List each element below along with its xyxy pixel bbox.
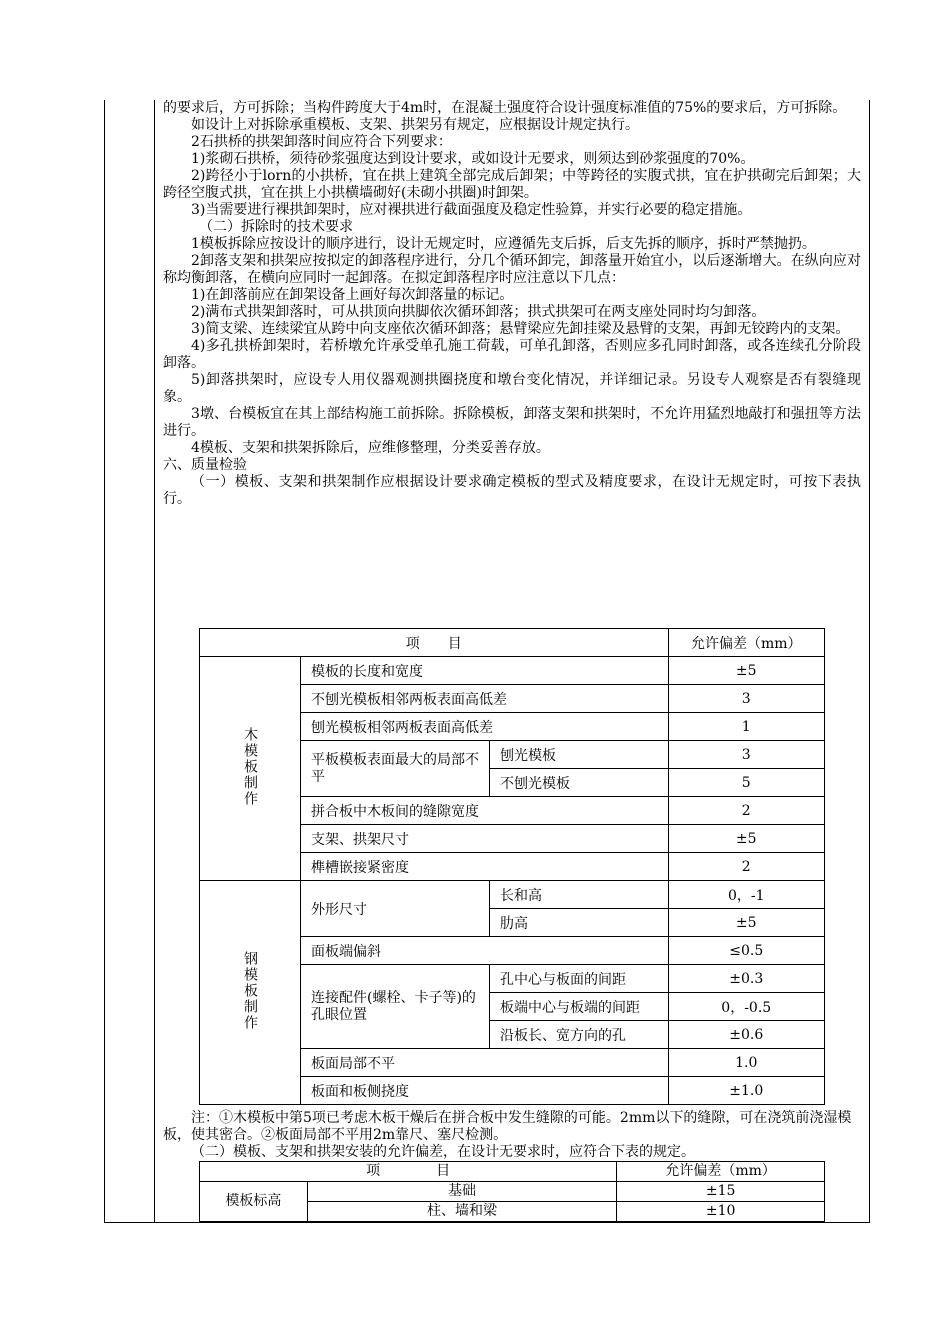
header-item: 项 目 xyxy=(200,1162,617,1182)
sub-item-cell: 长和高 xyxy=(489,881,668,909)
group-steel: 钢模板制作 xyxy=(200,881,301,1105)
tolerance-cell: 5 xyxy=(668,769,825,797)
tolerance-cell: ±5 xyxy=(668,657,825,685)
paragraph: 2卸落支架和拱架应按拟定的卸落程序进行，分几个循环卸完，卸落量开始宜小，以后逐渐增大。在纵向应对称均衡卸落，在横向应同时一起卸落。在拟定卸落程序时应注意以下几点： xyxy=(163,253,861,286)
subheading: （二）拆除时的技术要求 xyxy=(199,219,353,235)
tolerance-cell: ≤0.5 xyxy=(668,937,825,965)
sub-item-cell: 孔中心与板面的间距 xyxy=(489,965,668,993)
paragraph: 3)当需要进行裸拱卸架时，应对裸拱进行截面强度及稳定性验算，并实行必要的稳定措施。 xyxy=(191,202,752,218)
body-text xyxy=(163,100,861,508)
tolerance-cell: 3 xyxy=(668,741,825,769)
sub-item-cell: 不刨光模板 xyxy=(489,769,668,797)
item-cell: 板面和板侧挠度 xyxy=(301,1077,669,1105)
tolerance-cell: 2 xyxy=(668,797,825,825)
header-tolerance: 允许偏差（mm） xyxy=(668,629,825,657)
paragraph: 2)跨径小于lorn的小拱桥，宜在拱上建筑全部完成后卸架；中等跨径的实腹式拱，宜在护拱砌完后卸架；大跨径空腹式拱，宜在拱上小拱横墙砌好(未砌小拱圈)时卸架。 xyxy=(163,168,861,201)
group-wood: 木模板制作 xyxy=(200,657,301,881)
header-tolerance: 允许偏差（mm） xyxy=(617,1162,825,1182)
tolerance-cell: ±10 xyxy=(617,1202,825,1222)
notes xyxy=(163,1110,861,1161)
item-cell: 刨光模板相邻两板表面高低差 xyxy=(301,713,669,741)
tolerance-cell: ±0.6 xyxy=(668,1021,825,1049)
item-cell: 模板的长度和宽度 xyxy=(301,657,669,685)
tolerance-cell: ±5 xyxy=(668,909,825,937)
paragraph: 5)卸落拱架时，应设专人用仪器观测拱圈挠度和墩台变化情况，并详细记录。另设专人观察是否有裂缝现象。 xyxy=(163,372,861,405)
paragraph: 2石拱桥的拱架卸落时间应符合下列要求： xyxy=(191,134,452,150)
paragraph: 的要求后，方可拆除；当构件跨度大于4m时，在混凝土强度符合设计强度标准值的75%的要求后，方可拆除。 xyxy=(163,100,847,116)
paragraph: （一）模板、支架和拱架制作应根据设计要求确定模板的型式及精度要求，在设计无规定时，可按下表执行。 xyxy=(163,474,861,507)
section-heading: 六、质量检验 xyxy=(163,457,247,473)
item-cell: 外形尺寸 xyxy=(301,881,490,937)
tolerance-cell: ±5 xyxy=(668,825,825,853)
paragraph: 如设计上对拆除承重模板、支架、拱架另有规定，应根据设计规定执行。 xyxy=(191,117,639,133)
paragraph: 1)在卸落前应在卸架设备上画好每次卸落量的标记。 xyxy=(191,287,514,303)
tolerance-cell: ±15 xyxy=(617,1182,825,1202)
paragraph: 4模板、支架和拱架拆除后，应维修整理，分类妥善存放。 xyxy=(191,440,550,456)
item-cell: 支架、拱架尺寸 xyxy=(301,825,669,853)
item-cell: 不刨光模板相邻两板表面高低差 xyxy=(301,685,669,713)
fabrication-tolerance-table xyxy=(199,628,825,1105)
item-cell: 板面局部不平 xyxy=(301,1049,669,1077)
item-cell: 连接配件(螺栓、卡子等)的孔眼位置 xyxy=(301,965,490,1049)
paragraph: 2)满布式拱架卸落时，可从拱顶向拱脚依次循环卸落；拱式拱架可在两支座处同时均匀卸落。 xyxy=(191,304,766,320)
sub-item-cell: 肋高 xyxy=(489,909,668,937)
paragraph: 4)多孔拱桥卸架时，若桥墩允许承受单孔施工荷载，可单孔卸落，否则应多孔同时卸落，或各连续孔分阶段卸落。 xyxy=(163,338,861,371)
sub-item-cell: 板端中心与板端的间距 xyxy=(489,993,668,1021)
tolerance-cell: 2 xyxy=(668,853,825,881)
tolerance-cell: 1 xyxy=(668,713,825,741)
paragraph: 3墩、台模板宜在其上部结构施工前拆除。拆除模板，卸落支架和拱架时，不允许用猛烈地敲打和强扭等方法进行。 xyxy=(163,406,861,439)
item-cell: 基础 xyxy=(307,1182,616,1202)
tolerance-cell: ±0.3 xyxy=(668,965,825,993)
item-cell: 拼合板中木板间的缝隙宽度 xyxy=(301,797,669,825)
header-item: 项 目 xyxy=(200,629,669,657)
item-cell: 面板端偏斜 xyxy=(301,937,669,965)
paragraph: 3)简支梁、连续梁宜从跨中向支座依次循环卸落；悬臂梁应先卸挂梁及悬臂的支架，再卸无铰跨内的支架。 xyxy=(191,321,850,337)
item-cell: 榫槽嵌接紧密度 xyxy=(301,853,669,881)
paragraph: 1)浆砌石拱桥，须待砂浆强度达到设计要求，或如设计无要求，则须达到砂浆强度的70%。 xyxy=(191,151,755,167)
item-cell: 柱、墙和梁 xyxy=(307,1202,616,1222)
group-cell: 模板标高 xyxy=(200,1182,308,1222)
tolerance-cell: 3 xyxy=(668,685,825,713)
tolerance-cell: 1.0 xyxy=(668,1049,825,1077)
table-note: 注：①木模板中第5项已考虑木板干燥后在拼合板中发生缝隙的可能。2mm以下的缝隙，可在浇筑前浇湿模板，使其密合。②板面局部不平用2m靠尺、塞尺检测。 xyxy=(163,1110,852,1143)
column-divider xyxy=(154,100,155,1223)
section-intro: （二）模板、支架和拱架安装的允许偏差，在设计无要求时，应符合下表的规定。 xyxy=(191,1144,695,1160)
item-cell: 平板模板表面最大的局部不平 xyxy=(301,741,490,797)
sub-item-cell: 沿板长、宽方向的孔 xyxy=(489,1021,668,1049)
tolerance-cell: 0，-1 xyxy=(668,881,825,909)
sub-item-cell: 刨光模板 xyxy=(489,741,668,769)
installation-tolerance-table xyxy=(199,1161,825,1222)
paragraph: 1模板拆除应按设计的顺序进行，设计无规定时，应遵循先支后拆，后支先拆的顺序，拆时严禁抛扔。 xyxy=(191,236,816,252)
tolerance-cell: ±1.0 xyxy=(668,1077,825,1105)
tolerance-cell: 0，-0.5 xyxy=(668,993,825,1021)
